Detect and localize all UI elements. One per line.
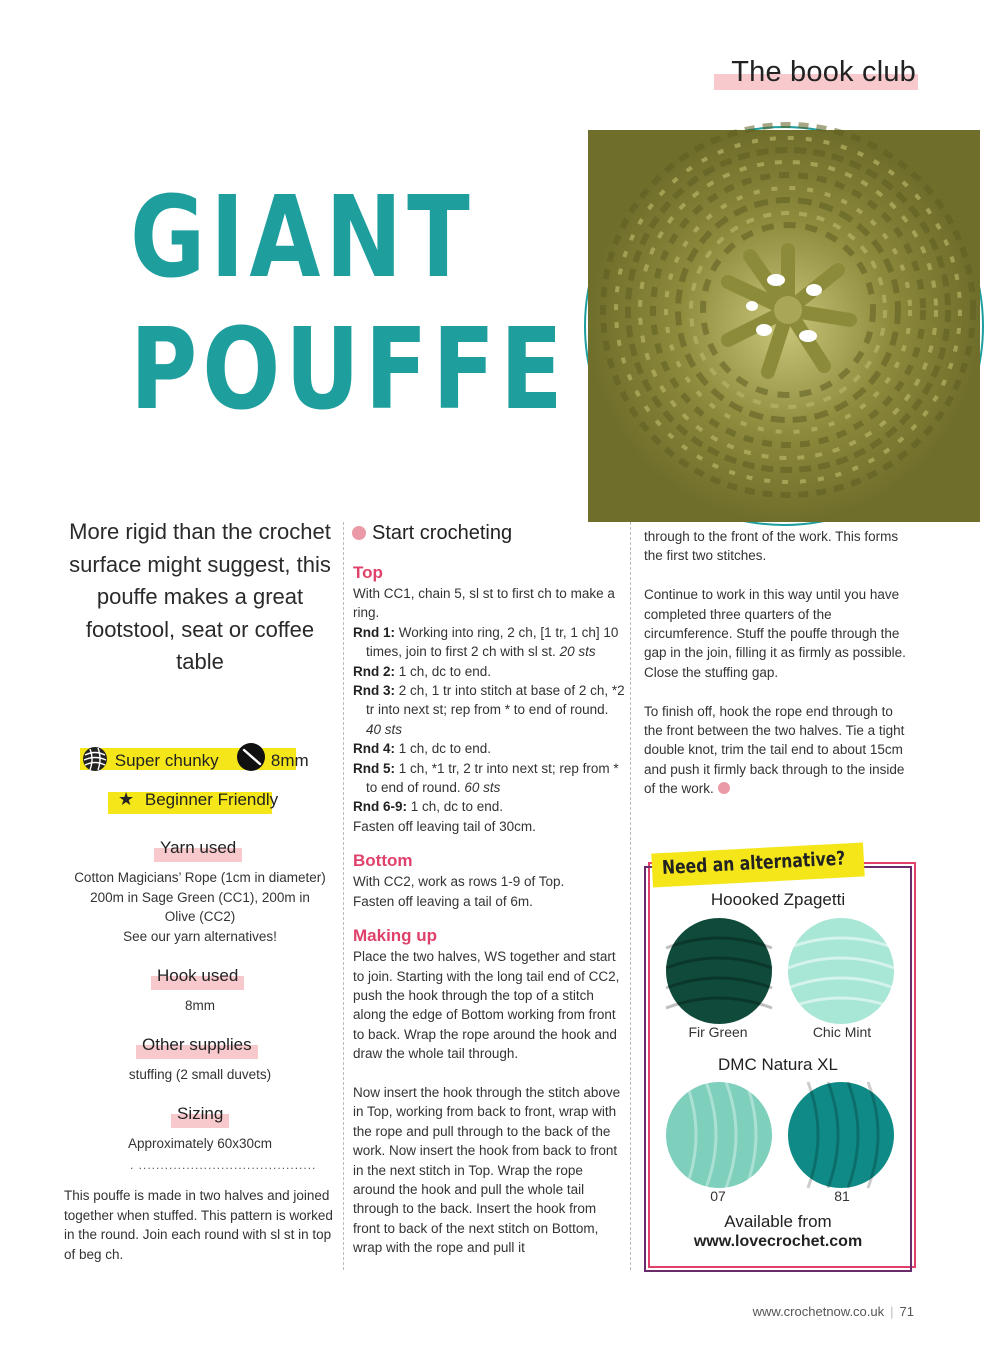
swatch-81 [788,1082,894,1188]
title-line-1: GIANT [130,173,475,303]
section-label: The book club [731,56,916,88]
swatch-label-07: 07 [710,1188,726,1204]
sizing-text: Approximately 60x30cm [127,1136,273,1151]
available-from-url[interactable]: www.lovecrochet.com [693,1233,863,1250]
page-number: 71 [899,1304,914,1319]
alternatives-heading: Need an alternative? [651,842,864,887]
yarn-weight-badge [80,742,309,768]
column-divider [630,522,631,1270]
bottom-line-1: With CC2, work as rows 1-9 of Top. [353,874,565,890]
hook-used-text: 8mm [185,998,215,1013]
star-icon: ★ [118,789,135,809]
pattern-column-3 [644,527,912,799]
yarn-dot-icon [352,526,366,540]
other-supplies-heading: Other supplies [142,1035,252,1055]
col3-p3: To finish off, hook the rope end through to the front between the two halves. Tie a tight double knot, trim the tail end to about 15cm and push it firmly back through to the inside of the work. [644,703,905,797]
column-divider [343,522,344,1270]
round-5: Rnd 5: 1 ch, *1 tr, 2 tr into next st; rep from * to end of round. 60 sts [353,760,619,796]
yarn-used-text: Cotton Magicians’ Rope (1cm in diameter) 200m in Sage Green (CC1), 200m in Olive (CC2) See our yarn alternatives! [74,870,326,944]
other-supplies-text: stuffing (2 small duvets) [128,1067,272,1082]
pattern-column-2 [353,550,625,1258]
top-heading: Top [353,563,383,582]
round-3: Rnd 3: 2 ch, 1 tr into stitch at base of 2 ch, *2 tr into next st; rep from * to end of round. 40 sts [353,683,625,737]
bottom-heading: Bottom [353,851,413,871]
yarn-weight-label: Super chunky [114,751,219,770]
brand-1-name: Hoooked Zpagetti [710,890,846,909]
page-footer: www.crochetnow.co.uk | 71 [752,1304,914,1319]
footer-site[interactable]: www.crochetnow.co.uk [752,1304,885,1319]
swatch-07 [666,1082,772,1188]
round-2: Rnd 2: 1 ch, dc to end. [353,663,492,679]
round-1: Rnd 1: Working into ring, 2 ch, [1 tr, 1 ch] 10 times, join to first 2 ch with sl st. 20 sts [353,624,619,660]
col3-p2: Continue to work in this way until you have completed three quarters of the circumference. Stuff the pouffe through the gap in the join, filling it as firmly as possible. Close the stuffing gap. [644,587,906,680]
top-intro: With CC1, chain 5, sl st to first ch to make a ring. [353,586,615,621]
swatch-fir-green [666,918,772,1024]
making-up-heading: Making up [353,926,438,946]
yarn-ball-icon [80,751,115,770]
construction-note: This pouffe is made in two halves and joined together when stuffed. This pattern is worked in the round. Join each round with sl st in top of beg ch. [64,1188,333,1262]
page-title [130,172,568,436]
pouffe-photo [588,130,980,522]
brand-2-name: DMC Natura XL [718,1055,838,1074]
available-from-label: Available from [724,1212,832,1231]
end-yarn-dot-icon [718,782,730,794]
level-badge [108,786,278,812]
section-tag [700,56,916,92]
hook-icon [236,751,271,770]
making-up-p1: Place the two halves, WS together and start to join. Starting with the long tail end of CC2, push the hook through the top of a stitch along the edge of Bottom working from front to back. Wrap the rope around the hook and draw the whole tail through. [353,949,620,1062]
sizing-heading: Sizing [177,1104,223,1124]
title-line-2: POUFFE [130,305,568,435]
hook-used-heading: Hook used [157,966,238,986]
hook-size-label: 8mm [270,751,309,770]
dotted-separator: . ......................................... [130,1158,317,1172]
yarn-used-heading: Yarn used [160,838,236,858]
col3-p1: through to the front of the work. This forms the first two stitches. [644,529,899,564]
swatch-label-fir-green: Fir Green [688,1024,748,1040]
swatch-label-chic-mint: Chic Mint [812,1024,872,1040]
round-4: Rnd 4: 1 ch, dc to end. [353,741,492,757]
level-label: Beginner Friendly [144,790,279,809]
round-6-9: Rnd 6-9: 1 ch, dc to end. [353,799,504,815]
top-end: Fasten off leaving tail of 30cm. [353,818,536,834]
swatch-chic-mint [788,918,894,1024]
making-up-p2: Now insert the hook through the stitch above in Top, working from back to front, wrap with the rope and pull through to the back of the work. Now insert the hook from back to front in the next stitch in Top. Wrap the rope around the hook and pull the whole tail through to the back. Insert the hook from front to back of the next stitch on Bottom, wrap with the rope and pull it [353,1084,621,1256]
available-from [646,1212,910,1252]
swatch-label-81: 81 [834,1188,850,1204]
intro-text: More rigid than the crochet surface might suggest, this pouffe makes a great footstool, seat or coffee table [69,519,331,674]
start-crocheting-heading: Start crocheting [352,522,512,545]
bottom-line-2: Fasten off leaving a tail of 6m. [353,893,533,909]
